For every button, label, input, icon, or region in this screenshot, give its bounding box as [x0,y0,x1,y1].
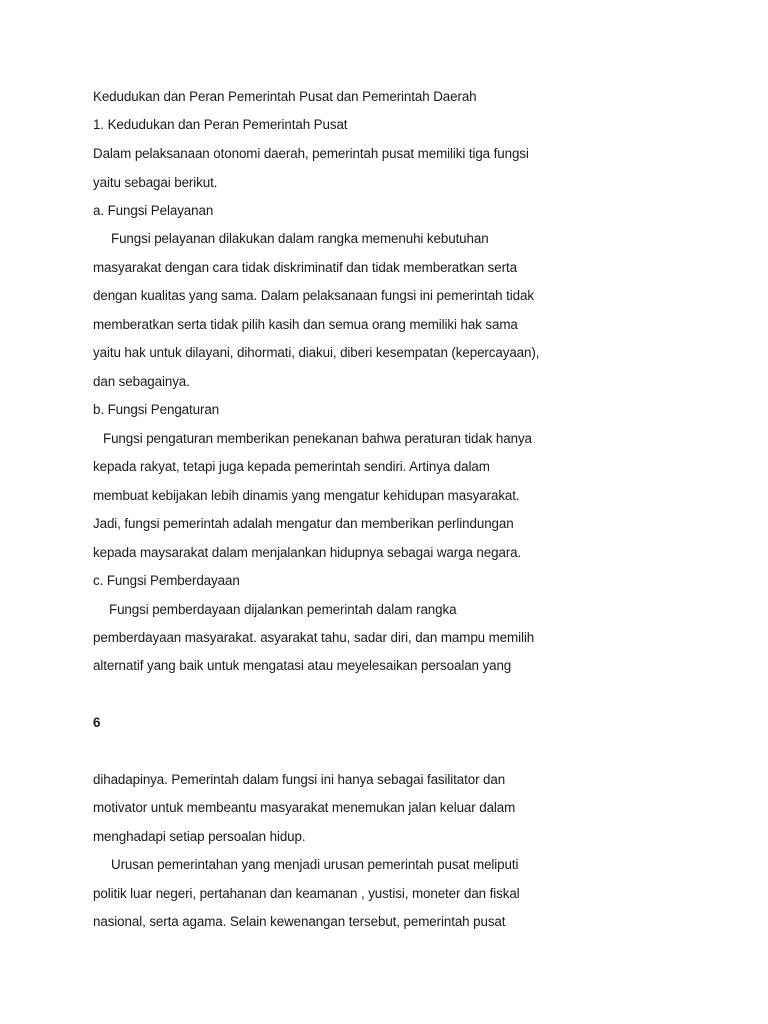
paragraph-line: motivator untuk membeantu masyarakat menemukan jalan keluar dalam [93,800,516,815]
paragraph-line: yaitu sebagai berikut. [93,175,218,190]
section-heading: 1. Kedudukan dan Peran Pemerintah Pusat [93,117,348,132]
paragraph-line: Dalam pelaksanaan otonomi daerah, pemerintah pusat memiliki tiga fungsi [93,146,529,161]
paragraph-line: Jadi, fungsi pemerintah adalah mengatur dan memberikan perlindungan [93,516,514,531]
paragraph-line: politik luar negeri, pertahanan dan keamanan , yustisi, moneter dan fiskal [93,886,520,901]
subsection-heading: c. Fungsi Pemberdayaan [93,573,240,588]
paragraph-line: Fungsi pemberdayaan dijalankan pemerintah dalam rangka [109,602,457,617]
subsection-heading: a. Fungsi Pelayanan [93,203,214,218]
paragraph-line: pemberdayaan masyarakat. asyarakat tahu, sadar diri, dan mampu memilih [93,630,535,645]
paragraph-line: Fungsi pengaturan memberikan penekanan bahwa peraturan tidak hanya [103,431,532,446]
paragraph-line: menghadapi setiap persoalan hidup. [93,829,306,844]
paragraph-line: Fungsi pelayanan dilakukan dalam rangka memenuhi kebutuhan [111,231,489,246]
paragraph-line: nasional, serta agama. Selain kewenangan tersebut, pemerintah pusat [93,914,506,929]
paragraph-line: Urusan pemerintahan yang menjadi urusan pemerintah pusat meliputi [111,857,519,872]
page-number: 6 [93,715,101,730]
paragraph-line: dan sebagainya. [93,374,190,389]
paragraph-line: dengan kualitas yang sama. Dalam pelaksanaan fungsi ini pemerintah tidak [93,288,534,303]
paragraph-line: membuat kebijakan lebih dinamis yang mengatur kehidupan masyarakat. [93,488,520,503]
document-title: Kedudukan dan Peran Pemerintah Pusat dan Pemerintah Daerah [93,89,477,104]
paragraph-line: memberatkan serta tidak pilih kasih dan semua orang memiliki hak sama [93,317,518,332]
paragraph-line: kepada rakyat, tetapi juga kepada pemerintah sendiri. Artinya dalam [93,459,490,474]
paragraph-line: alternatif yang baik untuk mengatasi atau meyelesaikan persoalan yang [93,658,512,673]
subsection-heading: b. Fungsi Pengaturan [93,402,220,417]
paragraph-line: kepada maysarakat dalam menjalankan hidupnya sebagai warga negara. [93,545,522,560]
paragraph-line: masyarakat dengan cara tidak diskriminatif dan tidak memberatkan serta [93,260,517,275]
paragraph-line: dihadapinya. Pemerintah dalam fungsi ini hanya sebagai fasilitator dan [93,772,506,787]
paragraph-line: yaitu hak untuk dilayani, dihormati, diakui, diberi kesempatan (kepercayaan), [93,345,540,360]
